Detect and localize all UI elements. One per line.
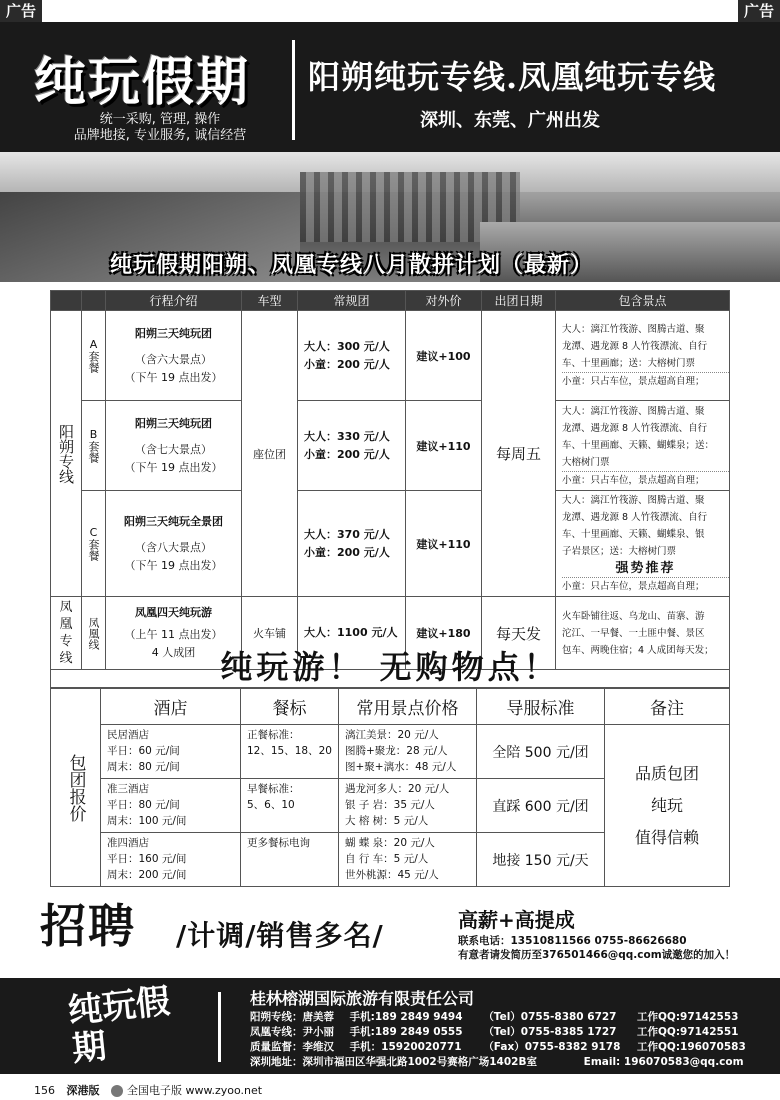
sights-c-3: 车、十里画廊、天籁、蝴蝶泉、银 bbox=[562, 529, 705, 540]
recruit-phone: 联系电话：13510811566 0755-86626680 bbox=[458, 935, 687, 947]
header-divider bbox=[292, 40, 295, 140]
th-guide: 导服标准 bbox=[477, 689, 605, 725]
price-b-adult: 大人：330 元/人 bbox=[304, 429, 390, 443]
tour-header-row bbox=[51, 689, 730, 725]
recruit-title: 招聘 bbox=[40, 899, 136, 953]
sights-b-4: 大榕树门票 bbox=[562, 456, 610, 468]
photo-title: 纯玩假期阳朔、凤凰专线八月散拼计划（最新） bbox=[110, 253, 594, 278]
route-b-depart: （下午 19 点出发） bbox=[124, 460, 223, 474]
th-sight-price: 常用景点价格 bbox=[339, 689, 477, 725]
route-a bbox=[106, 311, 242, 401]
sights-c-2: 龙潭、遇龙源 8 人竹筏漂流、自行 bbox=[562, 512, 708, 523]
recruit-email: 有意者请发简历至376501466@qq.com诚邀您的加入！ bbox=[458, 949, 736, 961]
header-banner bbox=[0, 22, 780, 152]
meal-1-values: 12、15、18、20 bbox=[247, 745, 332, 757]
fenghuang-line: 凤凰专线 bbox=[51, 597, 82, 670]
price-fh-adult: 大人：1100 元/人 bbox=[298, 597, 406, 670]
th-blank-2 bbox=[82, 291, 106, 311]
hotel-2-name: 准三酒店 bbox=[107, 783, 149, 795]
sights-b bbox=[556, 401, 730, 491]
itinerary-header-row bbox=[51, 291, 730, 311]
package-fh: 凤凰线 bbox=[82, 597, 106, 670]
price-a-child: 小童：200 元/人 bbox=[304, 357, 390, 371]
contact-tel: （Tel）0755-8385 1727 bbox=[483, 1026, 617, 1038]
zyoo-logo-icon bbox=[111, 1085, 123, 1097]
brand-slogan-line-1: 统一采购, 管理, 操作 bbox=[99, 112, 221, 127]
tour-side-label: 包团报价 bbox=[51, 689, 101, 887]
depart-daily: 每天发 bbox=[482, 597, 556, 670]
meal-2-values: 5、6、10 bbox=[247, 799, 295, 811]
hotel-2-weekday: 平日：80 元/间 bbox=[107, 799, 180, 811]
th-hotel: 酒店 bbox=[101, 689, 241, 725]
contact-qq: 工作QQ:196070583 bbox=[636, 1041, 746, 1053]
contact-mobile: 手机:189 2849 0555 bbox=[349, 1026, 463, 1038]
sights-fh-2: 沱江、一早餐、一土匪中餐、景区 bbox=[562, 627, 705, 639]
address-row bbox=[250, 1055, 746, 1070]
meal-2-label: 早餐标准： bbox=[247, 783, 300, 795]
remark bbox=[605, 725, 730, 887]
departure-cities: 深圳、东莞、广州出发 bbox=[420, 110, 600, 131]
contact-qq: 工作QQ:97142551 bbox=[636, 1026, 739, 1038]
route-fh-depart: （上午 11 点出发） bbox=[124, 628, 223, 641]
sight-3-1: 蝴 蝶 泉：20 元/人 bbox=[345, 837, 435, 849]
price-c bbox=[298, 491, 406, 597]
contact-role: 凤凰专线：尹小丽 bbox=[250, 1026, 334, 1038]
th-route: 行程介绍 bbox=[106, 291, 242, 311]
contact-tel: （Tel）0755-8380 6727 bbox=[483, 1011, 617, 1023]
th-date: 出团日期 bbox=[482, 291, 556, 311]
sights-3 bbox=[339, 833, 477, 887]
recruit-section bbox=[0, 886, 780, 978]
hotel-2 bbox=[101, 779, 241, 833]
address: 深圳地址：深圳市福田区华强北路1002号赛格广场1402B室 bbox=[250, 1056, 537, 1068]
sights-b-3: 车、十里画廊、天籁、蝴蝶泉；送： bbox=[562, 439, 715, 451]
itinerary-table bbox=[50, 290, 730, 670]
hotel-3 bbox=[101, 833, 241, 887]
meal-2 bbox=[241, 779, 339, 833]
th-remark: 备注 bbox=[605, 689, 730, 725]
table-row bbox=[51, 401, 730, 491]
hotel-1-name: 民居酒店 bbox=[107, 729, 149, 741]
route-c bbox=[106, 491, 242, 597]
sight-3-2: 自 行 车：5 元/人 bbox=[345, 853, 429, 865]
footer-divider bbox=[218, 992, 221, 1062]
meal-3-label: 更多餐标电询 bbox=[247, 837, 310, 849]
price-c-adult: 大人：370 元/人 bbox=[304, 527, 390, 541]
vehicle-seat: 座位团 bbox=[242, 311, 298, 597]
route-a-depart: （下午 19 点出发） bbox=[124, 370, 223, 384]
sights-c-kid: 小童：只占车位，景点超高自理； bbox=[562, 577, 729, 595]
hotel-2-weekend: 周末：100 元/间 bbox=[107, 815, 187, 827]
sight-1-2: 图腾+聚龙：28 元/人 bbox=[345, 745, 448, 757]
route-b-name: 阳朔三天纯玩团 bbox=[135, 416, 212, 430]
recruit-contact bbox=[458, 934, 735, 962]
table-row bbox=[51, 491, 730, 597]
depart-weekly: 每周五 bbox=[482, 311, 556, 597]
vehicle-train: 火车铺 bbox=[242, 597, 298, 670]
recommend-badge: 强势推荐 bbox=[615, 561, 676, 576]
th-meal: 餐标 bbox=[241, 689, 339, 725]
meal-1-label: 正餐标准： bbox=[247, 729, 300, 741]
contact-list bbox=[250, 1010, 746, 1070]
route-a-name: 阳朔三天纯玩团 bbox=[135, 326, 212, 340]
photo-banner bbox=[0, 152, 780, 282]
page-number: 156 bbox=[34, 1084, 55, 1097]
suggest-a: 建议+100 bbox=[406, 311, 482, 401]
sights-a bbox=[556, 311, 730, 401]
sights-2 bbox=[339, 779, 477, 833]
contact-role: 阳朔专线：唐美蓉 bbox=[250, 1011, 334, 1023]
sights-b-2: 龙潭、遇龙源 8 人竹筏漂流、自行 bbox=[562, 422, 708, 434]
footer-brand-logo: 纯玩假期 bbox=[66, 981, 172, 1070]
headline: 阳朔纯玩专线.凤凰纯玩专线 bbox=[308, 58, 717, 96]
price-c-child: 小童：200 元/人 bbox=[304, 545, 390, 559]
sights-fh-3: 包车、两晚住宿；4 人成团每天发； bbox=[562, 644, 714, 656]
route-c-spots: （含八大景点） bbox=[135, 540, 212, 554]
edition: 深港版 bbox=[66, 1084, 100, 1097]
sights-b-kid: 小童：只占车位，景点超高自理； bbox=[562, 471, 729, 489]
hotel-1-weekend: 周末：80 元/间 bbox=[107, 761, 180, 773]
package-c: C套餐 bbox=[82, 491, 106, 597]
recruit-roles: /计调/销售多名/ bbox=[176, 919, 384, 952]
route-c-name: 阳朔三天纯玩全景团 bbox=[124, 514, 223, 528]
sights-fh-1: 火车卧铺往返、乌龙山、苗寨、游 bbox=[562, 610, 705, 622]
package-b: B套餐 bbox=[82, 401, 106, 491]
remark-3: 值得信赖 bbox=[634, 827, 699, 847]
contact-role: 质量监督：李维汉 bbox=[250, 1041, 334, 1053]
route-b bbox=[106, 401, 242, 491]
sights-c-1: 大人：漓江竹筏游、图腾古道、聚 bbox=[562, 495, 705, 506]
brand-slogan-line-2: 品牌地接, 专业服务, 诚信经营 bbox=[73, 128, 247, 143]
hotel-1 bbox=[101, 725, 241, 779]
th-blank bbox=[51, 291, 82, 311]
guide-3: 地接 150 元/天 bbox=[477, 833, 605, 887]
price-b-child: 小童：200 元/人 bbox=[304, 447, 390, 461]
price-b bbox=[298, 401, 406, 491]
ad-label-left: 广告 bbox=[0, 0, 42, 22]
site-url: 全国电子版 www.zyoo.net bbox=[127, 1084, 263, 1097]
sights-c-4: 子岩景区；送：大榕树门票 bbox=[562, 546, 677, 557]
hotel-3-weekend: 周末：200 元/间 bbox=[107, 869, 187, 881]
route-fh-name: 凤凰四天纯玩游 bbox=[135, 606, 212, 619]
suggest-c: 建议+110 bbox=[406, 491, 482, 597]
company-name: 桂林榕湖国际旅游有限责任公司 bbox=[250, 989, 475, 1008]
sight-2-3: 大 榕 树：5 元/人 bbox=[345, 815, 429, 827]
brand-slogan bbox=[60, 112, 260, 144]
yangshuo-line: 阳朔专线 bbox=[51, 311, 82, 597]
meal-1 bbox=[241, 725, 339, 779]
slogan: 纯玩游！ 无购物点！ bbox=[50, 646, 730, 688]
sight-3-3: 世外桃源：45 元/人 bbox=[345, 869, 439, 881]
contact-row bbox=[250, 1010, 746, 1025]
meal-3 bbox=[241, 833, 339, 887]
th-sights: 包含景点 bbox=[556, 291, 730, 311]
th-price: 对外价 bbox=[406, 291, 482, 311]
contact-mobile: 手机:189 2849 9494 bbox=[349, 1011, 463, 1023]
route-b-spots: （含七大景点） bbox=[135, 442, 212, 456]
package-a: A套餐 bbox=[82, 311, 106, 401]
sights-a-2: 龙潭、遇龙源 8 人竹筏漂流、自行 bbox=[562, 341, 708, 352]
guide-1: 全陪 500 元/团 bbox=[477, 725, 605, 779]
suggest-fh: 建议+180 bbox=[406, 597, 482, 670]
hotel-1-weekday: 平日：60 元/间 bbox=[107, 745, 180, 757]
sights-a-1: 大人：漓江竹筏游、图腾古道、聚 bbox=[562, 324, 705, 335]
contact-row bbox=[250, 1040, 746, 1055]
th-regular: 常规团 bbox=[298, 291, 406, 311]
sights-c bbox=[556, 491, 730, 597]
price-a-adult: 大人：300 元/人 bbox=[304, 339, 390, 353]
suggest-b: 建议+110 bbox=[406, 401, 482, 491]
brand-logo: 纯玩假期 bbox=[34, 52, 251, 113]
contact-mobile: 手机：15920020771 bbox=[349, 1041, 462, 1053]
route-fh-group: 4 人成团 bbox=[151, 646, 196, 659]
footer-banner bbox=[0, 978, 780, 1074]
sights-a-3: 车、十里画廊；送：大榕树门票 bbox=[562, 358, 696, 369]
ad-label-right: 广告 bbox=[738, 0, 780, 22]
table-row bbox=[51, 725, 730, 779]
sight-2-1: 遇龙河多人：20 元/人 bbox=[345, 783, 450, 795]
sight-2-2: 银 子 岩：35 元/人 bbox=[345, 799, 435, 811]
sights-a-kid: 小童：只占车位，景点超高自理； bbox=[562, 372, 729, 390]
guide-2: 直踩 600 元/团 bbox=[477, 779, 605, 833]
recruit-pay: 高薪+高提成 bbox=[458, 908, 575, 932]
remark-1: 品质包团 bbox=[634, 763, 699, 783]
route-a-spots: （含六大景点） bbox=[135, 352, 212, 366]
contact-fax: （Fax）0755-8382 9178 bbox=[483, 1041, 621, 1053]
footer-email: Email: 196070583@qq.com bbox=[583, 1056, 744, 1068]
price-a bbox=[298, 311, 406, 401]
sight-1-3: 图+聚+漓水：48 元/人 bbox=[345, 761, 457, 773]
page-info bbox=[34, 1082, 270, 1098]
sight-1-1: 漓江美景：20 元/人 bbox=[345, 729, 439, 741]
hotel-3-name: 准四酒店 bbox=[107, 837, 149, 849]
tour-price-table bbox=[50, 688, 730, 887]
hotel-3-weekday: 平日：160 元/间 bbox=[107, 853, 187, 865]
sights-b-1: 大人：漓江竹筏游、图腾古道、聚 bbox=[562, 405, 705, 417]
th-vehicle: 车型 bbox=[242, 291, 298, 311]
contact-qq: 工作QQ:97142553 bbox=[636, 1011, 739, 1023]
remark-2: 纯玩 bbox=[650, 795, 683, 815]
sights-1 bbox=[339, 725, 477, 779]
table-row bbox=[51, 311, 730, 401]
contact-row bbox=[250, 1025, 746, 1040]
route-c-depart: （下午 19 点出发） bbox=[124, 558, 223, 572]
